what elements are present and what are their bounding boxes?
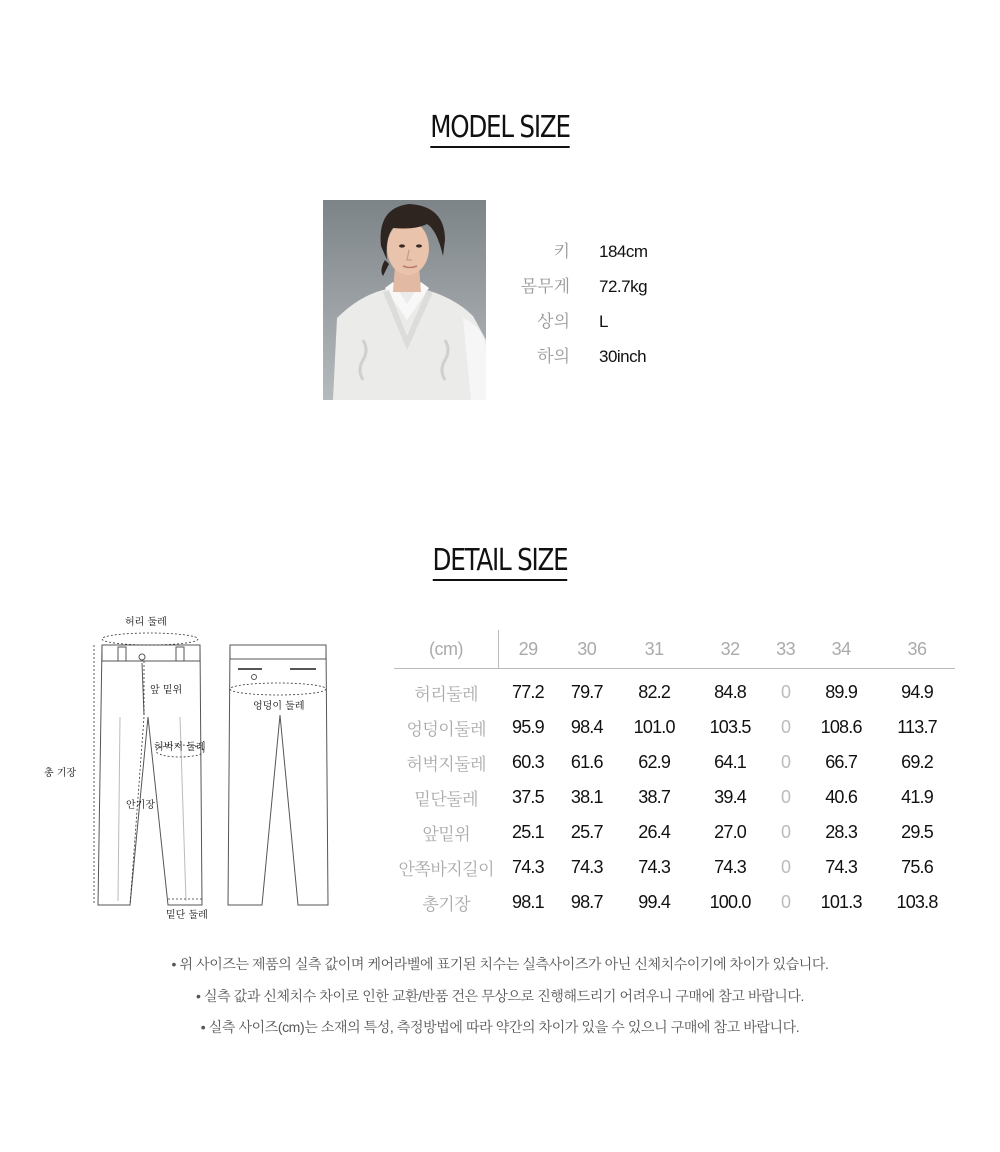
table-cell: 74.3	[570, 857, 603, 877]
pants-measurement-diagram	[40, 605, 340, 925]
diagram-label-thigh: 허벅지 둘레	[154, 742, 206, 753]
model-photo-illustration	[323, 200, 486, 400]
size-note: • 실측 값과 신체치수 차이로 인한 교환/반품 건은 무상으로 진행해드리기 어려우니 구매에 참고 바랍니다.	[195, 987, 805, 1004]
size-header: 34	[803, 630, 879, 669]
table-cell: 25.1	[512, 822, 544, 842]
pants-diagram-svg	[40, 605, 340, 925]
table-cell: 66.7	[825, 752, 858, 772]
table-cell: 98.1	[512, 892, 544, 912]
table-cell: 99.4	[638, 892, 671, 912]
table-cell: 38.1	[570, 787, 603, 807]
size-notes	[0, 952, 1000, 1047]
row-label: 허리둘레	[414, 685, 479, 704]
table-cell: 61.6	[570, 752, 603, 772]
detail-size-title	[90, 543, 910, 578]
table-cell: 75.6	[901, 857, 933, 877]
table-cell: 27.0	[714, 822, 746, 842]
table-cell: 89.9	[825, 682, 858, 702]
model-stat-height	[490, 236, 710, 271]
stat-value: 184cm	[599, 242, 648, 261]
model-photo	[323, 200, 486, 400]
model-size-title-text: MODEL SIZE	[430, 110, 570, 148]
row-label: 밑단둘레	[414, 790, 479, 809]
table-cell: 25.7	[570, 822, 603, 842]
table-cell: 100.0	[709, 892, 751, 912]
size-note: • 위 사이즈는 제품의 실측 값이며 케어라벨에 표기된 치수는 실측사이즈가 아닌 신체치수이기에 차이가 있습니다.	[171, 956, 829, 972]
table-cell: 113.7	[897, 717, 937, 737]
table-cell: 0	[781, 787, 791, 807]
table-row	[394, 885, 955, 920]
table-cell: 64.1	[714, 752, 746, 772]
stat-value: 30inch	[599, 347, 647, 366]
size-header: 36	[879, 630, 955, 669]
table-cell: 101.0	[633, 717, 675, 737]
table-cell: 0	[781, 892, 791, 912]
table-cell: 108.6	[820, 717, 862, 737]
size-header: 31	[616, 630, 692, 669]
table-cell: 26.4	[638, 822, 671, 842]
table-row	[394, 815, 955, 850]
table-cell: 60.3	[512, 752, 544, 772]
table-row	[394, 710, 955, 745]
model-stat-weight	[490, 271, 710, 306]
table-cell: 74.3	[825, 857, 858, 877]
table-cell: 94.9	[901, 682, 933, 702]
stat-label: 하의	[537, 347, 570, 366]
table-cell: 37.5	[512, 787, 544, 807]
diagram-label-hip: 엉덩이 둘레	[253, 701, 305, 712]
table-row	[394, 780, 955, 815]
table-cell: 74.3	[714, 857, 746, 877]
table-cell: 74.3	[512, 857, 544, 877]
stat-label: 상의	[537, 312, 570, 331]
row-label: 총기장	[422, 895, 471, 914]
stat-value: 72.7kg	[599, 277, 648, 296]
table-cell: 0	[781, 822, 791, 842]
table-cell: 77.2	[512, 682, 544, 702]
table-cell: 103.5	[709, 717, 751, 737]
diagram-label-total-length: 총 기장	[44, 768, 77, 779]
table-cell: 69.2	[901, 752, 933, 772]
model-stat-bottom	[490, 341, 710, 376]
diagram-label-hem: 밑단 둘레	[166, 910, 208, 921]
size-header: 33	[768, 630, 803, 669]
table-cell: 98.4	[570, 717, 603, 737]
row-label: 엉덩이둘레	[406, 720, 487, 739]
table-row	[394, 850, 955, 885]
table-row	[394, 669, 955, 711]
table-cell: 95.9	[512, 717, 544, 737]
table-cell: 40.6	[825, 787, 858, 807]
table-cell: 62.9	[638, 752, 671, 772]
table-cell: 84.8	[714, 682, 746, 702]
table-cell: 74.3	[638, 857, 671, 877]
row-label: 앞밑위	[422, 825, 471, 844]
diagram-label-waist: 허리 둘레	[125, 617, 167, 628]
model-stats	[490, 236, 710, 376]
row-label: 안쪽바지길이	[398, 860, 495, 879]
table-cell: 0	[781, 682, 791, 702]
table-cell: 41.9	[901, 787, 933, 807]
detail-size-title-text: DETAIL SIZE	[433, 543, 568, 581]
size-note: • 실측 사이즈(cm)는 소재의 특성, 측정방법에 따라 약간의 차이가 있을 수 있으니 구매에 참고 바랍니다.	[200, 1019, 800, 1035]
table-cell: 79.7	[570, 682, 603, 702]
table-header-row	[394, 630, 955, 669]
table-cell: 38.7	[638, 787, 671, 807]
detail-size-table	[394, 630, 955, 920]
table-cell: 0	[781, 857, 791, 877]
table-cell: 82.2	[638, 682, 671, 702]
diagram-label-front-rise: 앞 밑위	[150, 685, 183, 696]
stat-label: 몸무게	[520, 277, 570, 296]
table-cell: 29.5	[901, 822, 933, 842]
stat-value: L	[599, 312, 608, 331]
table-cell: 0	[781, 717, 791, 737]
diagram-label-inseam: 안기장	[126, 800, 155, 811]
row-label: 허벅지둘레	[406, 755, 487, 774]
size-header: 29	[499, 630, 558, 669]
table-cell: 101.3	[820, 892, 862, 912]
stat-label: 키	[553, 242, 570, 261]
table-cell: 103.8	[896, 892, 938, 912]
size-header: 30	[557, 630, 616, 669]
table-row	[394, 745, 955, 780]
size-header: 32	[692, 630, 768, 669]
table-cell: 98.7	[570, 892, 603, 912]
model-size-title	[90, 110, 910, 145]
table-unit-header: (cm)	[394, 630, 499, 669]
table-cell: 39.4	[714, 787, 746, 807]
table-cell: 0	[781, 752, 791, 772]
model-stat-top	[490, 306, 710, 341]
table-cell: 28.3	[825, 822, 858, 842]
